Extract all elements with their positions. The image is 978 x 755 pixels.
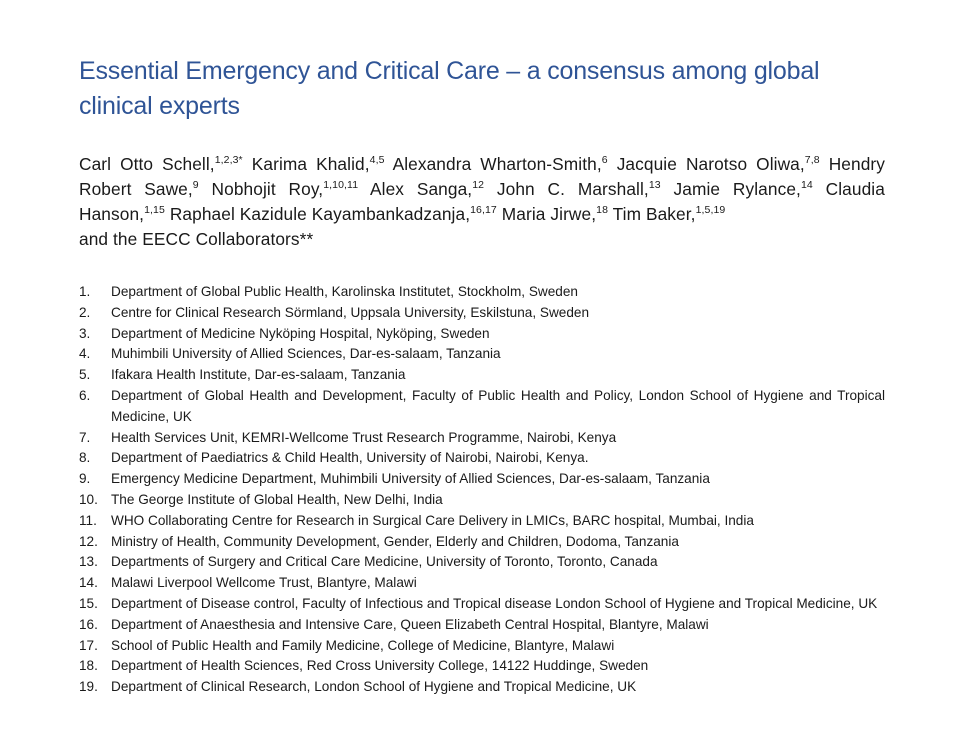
author-name: Jacquie Narotso Oliwa, [616, 154, 805, 174]
affiliation-text: Centre for Clinical Research Sörmland, Uppsala University, Eskilstuna, Sweden [111, 304, 589, 320]
affiliation-number: 12. [79, 533, 98, 549]
affiliation-number: 15. [79, 595, 98, 611]
author-name: Raphael Kazidule Kayambankadzanja, [169, 204, 471, 224]
author-affiliation-marks: 12 [472, 179, 485, 191]
affiliation-text: Ministry of Health, Community Development, Gender, Elderly and Children, Dodoma, Tanzania [111, 533, 679, 549]
affiliation-text: Emergency Medicine Department, Muhimbili University of Allied Sciences, Dar-es-salaam, Tanzania [111, 471, 710, 487]
affiliation-number: 11. [79, 512, 97, 528]
affiliation-item [79, 344, 885, 365]
author-name: Hendry Robert Sawe, [79, 154, 885, 199]
affiliation-item [79, 552, 885, 573]
affiliation-text: Malawi Liverpool Wellcome Trust, Blantyre, Malawi [111, 575, 417, 591]
affiliation-text: Departments of Surgery and Critical Care Medicine, University of Toronto, Toronto, Canada [111, 554, 658, 570]
affiliation-item [79, 636, 885, 657]
paper-title: Essential Emergency and Critical Care – a consensus among global clinical experts [79, 57, 820, 120]
affiliation-text: Department of Medicine Nyköping Hospital, Nyköping, Sweden [111, 325, 490, 341]
affiliation-number: 2. [79, 304, 91, 320]
author-affiliation-marks: 16,17 [470, 204, 497, 216]
author-name: Alex Sanga, [370, 179, 473, 199]
author-name: Carl Otto Schell, [79, 154, 215, 174]
author-affiliation-marks: 1,10,11 [323, 179, 359, 191]
author-affiliation-marks: 1,5,19 [695, 204, 726, 216]
author-name: Alexandra Wharton-Smith, [392, 154, 602, 174]
affiliation-text: Department of Clinical Research, London School of Hygiene and Tropical Medicine, UK [111, 679, 637, 695]
affiliation-item [79, 490, 885, 511]
author-list [79, 152, 885, 252]
affiliation-number: 18. [79, 658, 98, 674]
author-affiliation-marks: 9 [192, 179, 199, 191]
affiliation-text: Department of Global Health and Development, Faculty of Public Health and Policy, London School of Hygiene and Tropical Medicine, UK [111, 387, 885, 424]
affiliation-number: 7. [79, 429, 91, 445]
affiliation-number: 9. [79, 471, 91, 487]
affiliation-text: Department of Paediatrics & Child Health, University of Nairobi, Nairobi, Kenya. [111, 450, 589, 466]
affiliation-number: 1. [79, 284, 91, 299]
affiliation-item [79, 365, 885, 386]
affiliation-number: 19. [79, 679, 98, 695]
affiliation-text: The George Institute of Global Health, New Delhi, India [111, 491, 443, 507]
affiliation-item [79, 594, 885, 615]
affiliation-number: 17. [79, 637, 98, 653]
author-name: Jamie Rylance, [673, 179, 801, 199]
author-affiliation-marks: 1,15 [144, 204, 165, 216]
author-name: Tim Baker, [612, 204, 696, 224]
author-affiliation-marks: 1,2,3* [214, 154, 243, 166]
affiliation-list [79, 282, 885, 698]
affiliation-number: 6. [79, 387, 91, 403]
affiliation-item [79, 282, 885, 303]
affiliation-number: 4. [79, 346, 91, 362]
affiliation-number: 3. [79, 325, 91, 341]
author-affiliation-marks: 14 [800, 179, 813, 191]
affiliation-number: 8. [79, 450, 91, 466]
affiliation-item [79, 511, 885, 532]
affiliation-item [79, 324, 885, 345]
affiliation-item [79, 615, 885, 636]
affiliation-number: 5. [79, 367, 91, 383]
collaborators-note: and the EECC Collaborators** [79, 229, 314, 249]
affiliation-text: Muhimbili University of Allied Sciences, Dar-es-salaam, Tanzania [111, 346, 501, 362]
affiliation-item [79, 573, 885, 594]
affiliation-text: WHO Collaborating Centre for Research in Surgical Care Delivery in LMICs, BARC hospital, Mumbai, India [111, 512, 754, 528]
affiliation-item [79, 386, 885, 428]
author-affiliation-marks: 4,5 [369, 154, 385, 166]
affiliation-text: Ifakara Health Institute, Dar-es-salaam, Tanzania [111, 367, 406, 383]
author-name: John C. Marshall, [496, 179, 649, 199]
author-name: Karima Khalid, [251, 154, 370, 174]
affiliation-text: School of Public Health and Family Medicine, College of Medicine, Blantyre, Malawi [111, 637, 615, 653]
author-name: Maria Jirwe, [501, 204, 597, 224]
affiliation-item [79, 469, 885, 490]
affiliation-number: 14. [79, 575, 98, 591]
author-name: Nobhojit Roy, [211, 179, 324, 199]
affiliation-number: 16. [79, 616, 98, 632]
affiliation-item [79, 303, 885, 324]
author-affiliation-marks: 7,8 [804, 154, 820, 166]
author-name: Claudia Hanson, [79, 179, 885, 224]
author-affiliation-marks: 6 [601, 154, 608, 166]
affiliation-text: Health Services Unit, KEMRI-Wellcome Trust Research Programme, Nairobi, Kenya [111, 429, 617, 445]
affiliation-text: Department of Disease control, Faculty of Infectious and Tropical disease London School of Hygiene and Tropical Medicine, UK [111, 595, 878, 611]
affiliation-item [79, 448, 885, 469]
affiliation-text: Department of Global Public Health, Karolinska Institutet, Stockholm, Sweden [111, 284, 578, 299]
author-affiliation-marks: 13 [648, 179, 661, 191]
affiliation-item [79, 677, 885, 698]
author-affiliation-marks: 18 [596, 204, 609, 216]
affiliation-item [79, 532, 885, 553]
affiliation-item [79, 428, 885, 449]
affiliation-text: Department of Health Sciences, Red Cross University College, 14122 Huddinge, Sweden [111, 658, 649, 674]
affiliation-number: 13. [79, 554, 98, 570]
affiliation-item [79, 656, 885, 677]
affiliation-number: 10. [79, 491, 98, 507]
affiliation-text: Department of Anaesthesia and Intensive Care, Queen Elizabeth Central Hospital, Blantyre, Malawi [111, 616, 709, 632]
